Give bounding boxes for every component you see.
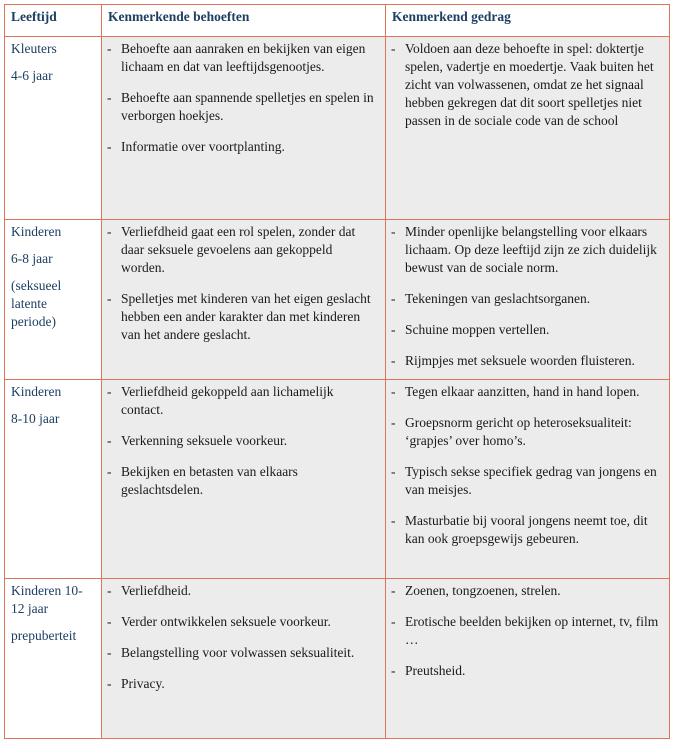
age-group-label: Kinderen 10-12 jaar	[11, 583, 83, 616]
list-item: - Verkenning seksuele voorkeur.	[108, 432, 379, 450]
table-row	[5, 579, 670, 739]
table-row	[5, 380, 670, 579]
list-item: - Rijmpjes met seksuele woorden fluisteren.	[392, 352, 663, 370]
list-item: - Tekeningen van geslachtsorganen.	[392, 290, 663, 308]
age-cell	[5, 37, 102, 220]
list-item: - Erotische beelden bekijken op internet, tv, film …	[392, 613, 663, 649]
header-age: Leeftijd	[5, 5, 102, 37]
list-item: - Preutsheid.	[392, 662, 663, 680]
list-item: - Verliefdheid.	[108, 582, 379, 600]
behavior-cell	[386, 579, 670, 739]
list-item: - Masturbatie bij vooral jongens neemt toe, dit kan ook groepsgewijs gebeuren.	[392, 512, 663, 548]
age-range-label: 4-6 jaar	[11, 68, 53, 83]
age-cell	[5, 579, 102, 739]
age-range-label: 6-8 jaar	[11, 251, 53, 266]
list-item: - Belangstelling voor volwassen seksualiteit.	[108, 644, 379, 662]
development-table	[4, 4, 670, 739]
list-item: - Informatie over voortplanting.	[108, 138, 379, 156]
needs-cell	[102, 220, 386, 380]
list-item: - Verliefdheid gekoppeld aan lichamelijk contact.	[108, 383, 379, 419]
age-group-label: Kinderen	[11, 384, 62, 399]
header-row	[5, 5, 670, 37]
behavior-cell	[386, 37, 670, 220]
list-item: - Voldoen aan deze behoefte in spel: doktertje spelen, vadertje en moedertje. Vaak buiten het zicht van volwassenen, omdat ze het signaal hebben gekregen dat dit soort spelletjes niet passen in de sociale code van de school	[392, 40, 663, 130]
list-item: - Privacy.	[108, 675, 379, 693]
table-row	[5, 220, 670, 380]
behavior-cell	[386, 220, 670, 380]
list-item: - Groepsnorm gericht op heteroseksualiteit: ‘grapjes’ over homo’s.	[392, 414, 663, 450]
age-group-label: Kleuters	[11, 41, 57, 56]
age-cell	[5, 220, 102, 380]
list-item: - Spelletjes met kinderen van het eigen geslacht hebben een ander karakter dan met kinderen van het andere geslacht.	[108, 290, 379, 344]
list-item: - Schuine moppen vertellen.	[392, 321, 663, 339]
header-needs: Kenmerkende behoeften	[102, 5, 386, 37]
list-item: - Bekijken en betasten van elkaars geslachtsdelen.	[108, 463, 379, 499]
needs-cell	[102, 579, 386, 739]
needs-cell	[102, 380, 386, 579]
list-item: - Verliefdheid gaat een rol spelen, zonder dat daar seksuele gevoelens aan gekoppeld worden.	[108, 223, 379, 277]
list-item: - Tegen elkaar aanzitten, hand in hand lopen.	[392, 383, 663, 401]
header-behavior: Kenmerkend gedrag	[386, 5, 670, 37]
list-item: - Verder ontwikkelen seksuele voorkeur.	[108, 613, 379, 631]
list-item: - Typisch sekse specifiek gedrag van jongens en van meisjes.	[392, 463, 663, 499]
age-group-label: Kinderen	[11, 224, 62, 239]
age-cell	[5, 380, 102, 579]
list-item: - Behoefte aan spannende spelletjes en spelen in verborgen hoekjes.	[108, 89, 379, 125]
table-row	[5, 37, 670, 220]
behavior-cell	[386, 380, 670, 579]
age-note-label: prepuberteit	[11, 628, 77, 643]
age-note-label: (seksueel latente periode)	[11, 278, 62, 329]
age-range-label: 8-10 jaar	[11, 411, 60, 426]
list-item: - Minder openlijke belangstelling voor elkaars lichaam. Op deze leeftijd zijn ze zich duidelijk bewust van de sociale norm.	[392, 223, 663, 277]
list-item: - Behoefte aan aanraken en bekijken van eigen lichaam en dat van leeftijdsgenootjes.	[108, 40, 379, 76]
list-item: - Zoenen, tongzoenen, strelen.	[392, 582, 663, 600]
needs-cell	[102, 37, 386, 220]
